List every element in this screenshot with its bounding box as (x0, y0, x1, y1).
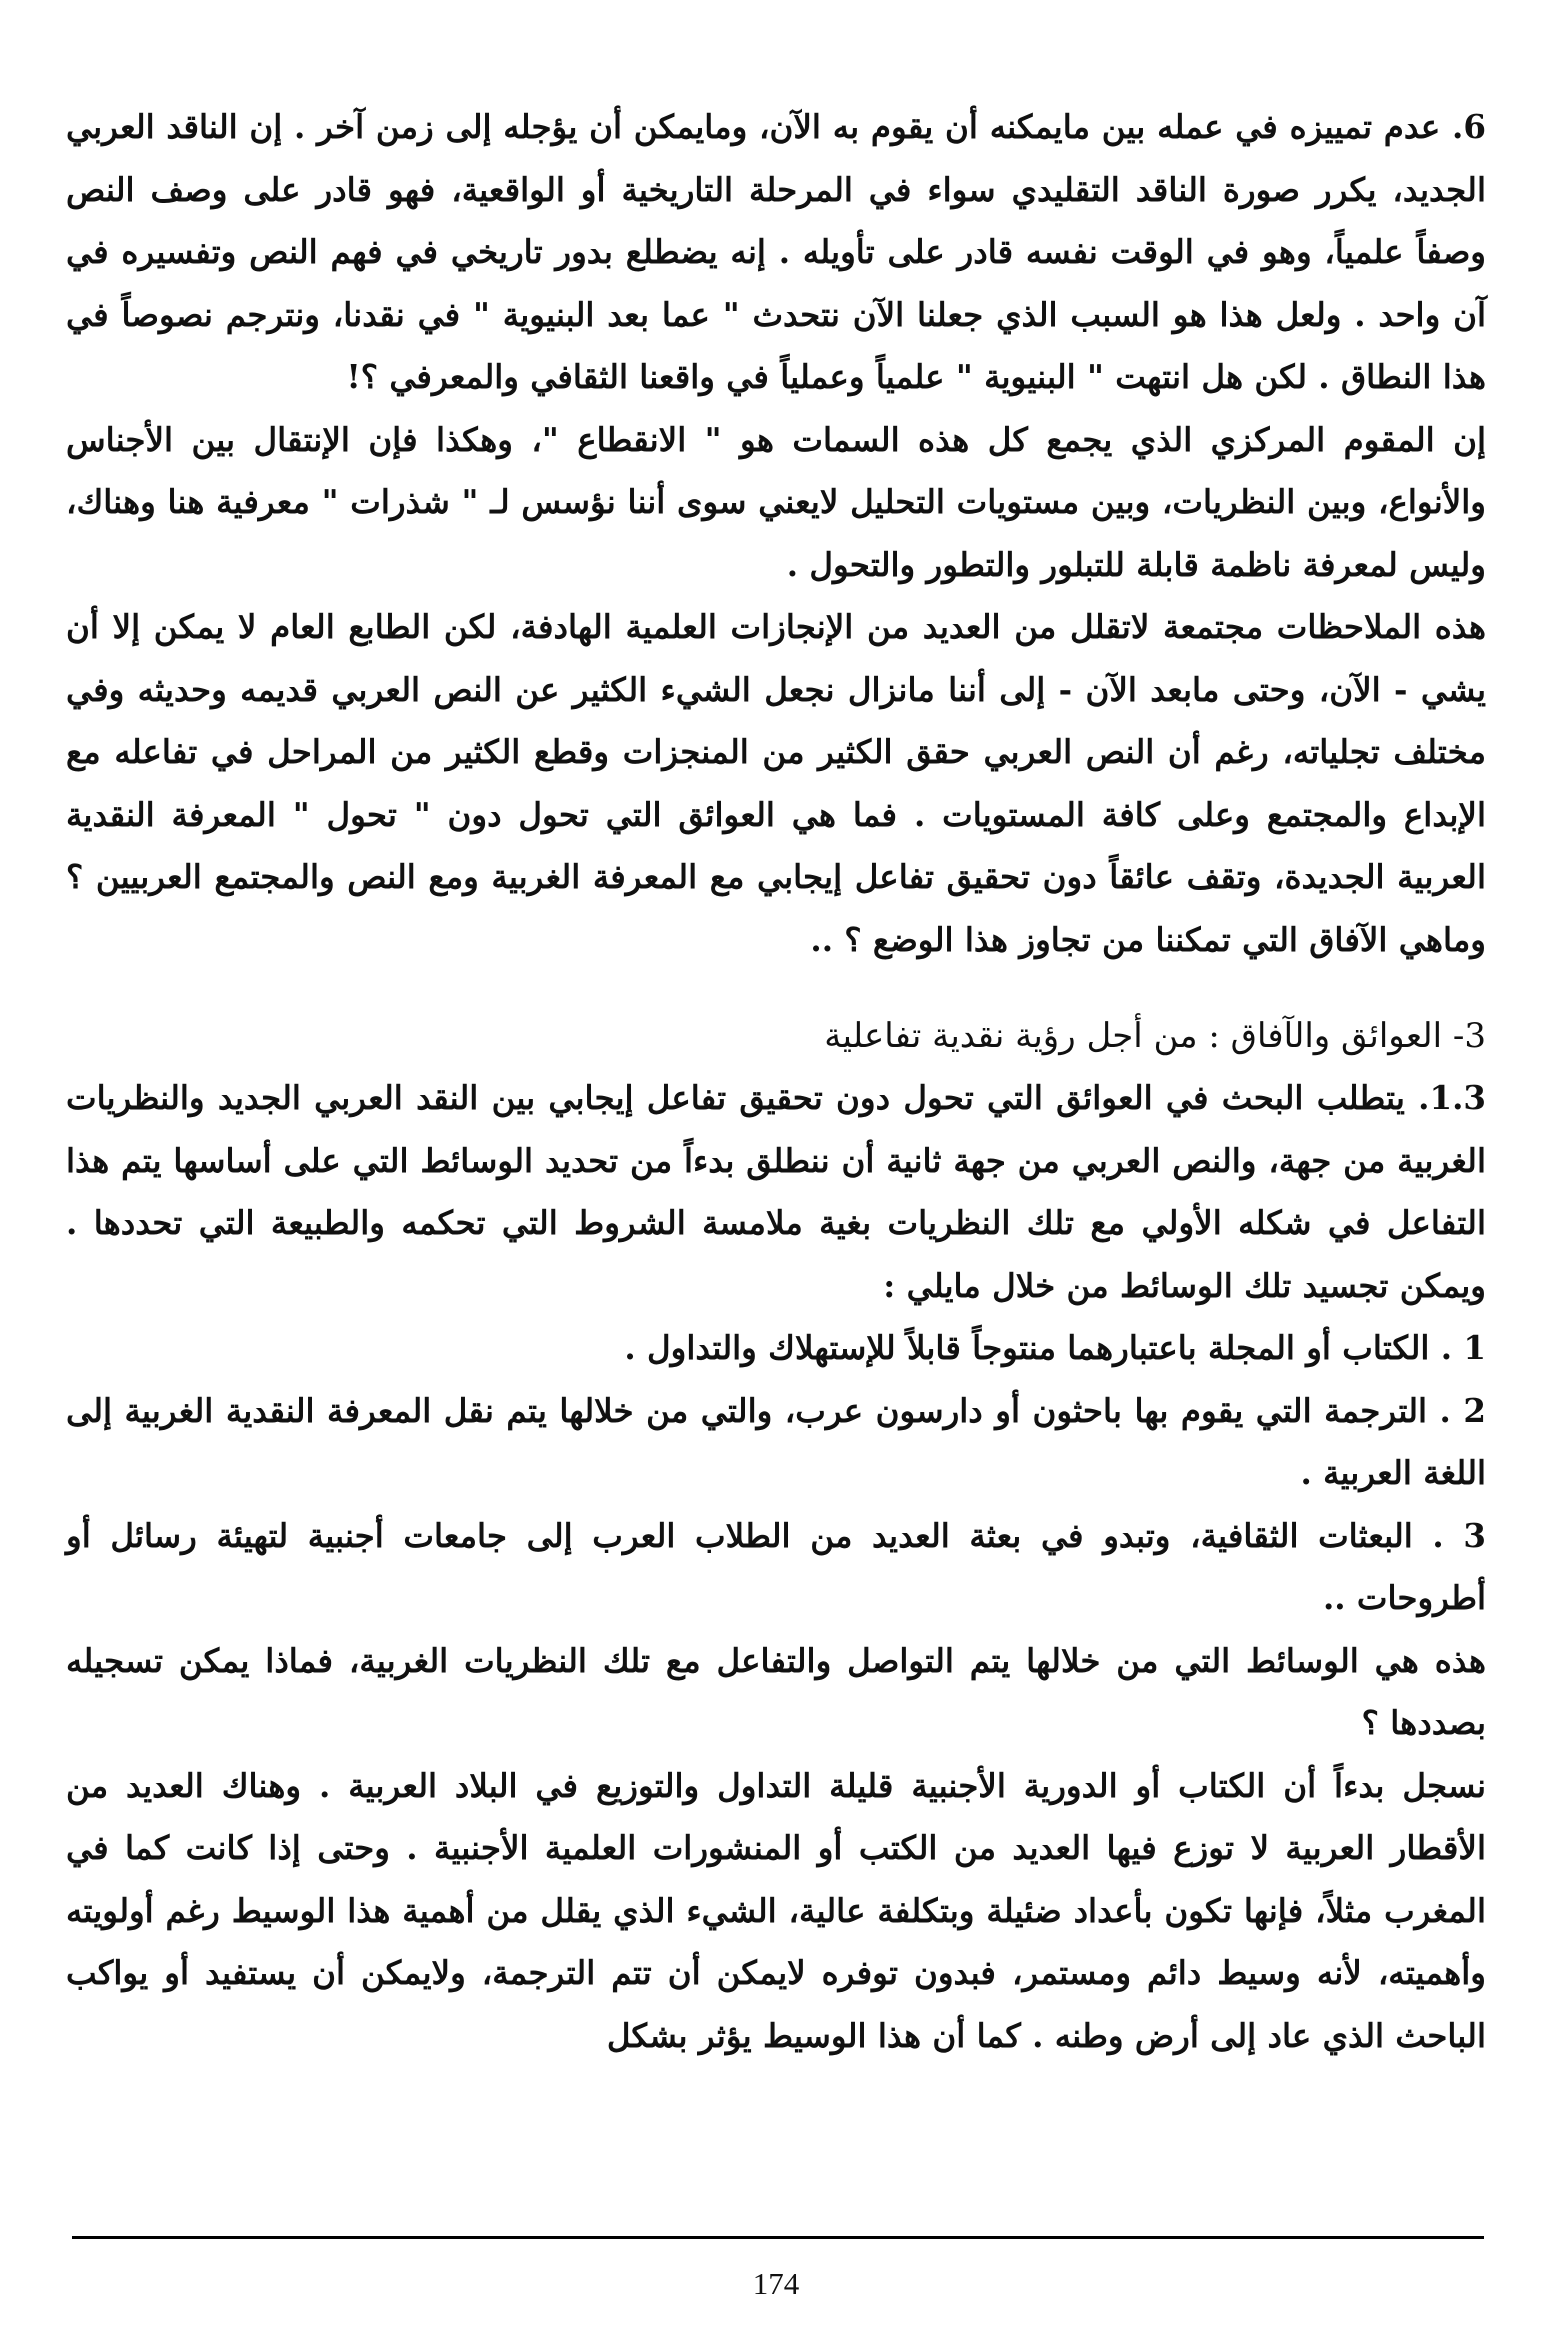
paragraph-3-1: 1.3. يتطلب البحث في العوائق التي تحول دون تحقيق تفاعل إيجابي بين النقد العربي الجديد والنظريات الغربية من جهة، والنص العربي من جهة ثانية أن ننطلق بدءاً من تحديد الوسائط التي على أساسها يتم هذا التفاعل في شكله الأولي مع تلك النظريات بغية ملامسة الشروط التي تحكمه والطبيعة التي تحددها . ويمكن تجسيد تلك الوسائط من خلال مايلي : (66, 1078, 1486, 1305)
list-item-1: 1 . الكتاب أو المجلة باعتبارهما منتوجاً قابلاً للإستهلاك والتداول . (624, 1328, 1486, 1367)
footer-divider (72, 2236, 1484, 2239)
section-heading: 3- العوائق والآفاق : من أجل رؤية نقدية تفاعلية (824, 1016, 1486, 1056)
list-item-3: 3 . البعثات الثقافية، وتبدو في بعثة العديد من الطلاب العرب إلى جامعات أجنبية لتهيئة رسائل أو أطروحات .. (66, 1515, 1486, 1617)
page-number: 174 (752, 2266, 800, 2301)
body-text (66, 96, 1486, 2067)
paragraph-media-question: هذه هي الوسائط التي من خلالها يتم التواصل والتفاعل مع تلك النظريات الغربية، فماذا يمكن تسجيله بصددها ؟ (66, 1640, 1486, 1742)
list-item-2: 2 . الترجمة التي يقوم بها باحثون أو دارسون عرب، والتي من خلالها يتم نقل المعرفة النقدية الغربية إلى اللغة العربية . (66, 1390, 1486, 1492)
paragraph-observations: هذه الملاحظات مجتمعة لاتقلل من العديد من الإنجازات العلمية الهادفة، لكن الطابع العام لا يمكن إلا أن يشي - الآن، وحتى مابعد الآن - إلى أننا مانزال نجعل الشيء الكثير عن النص العربي قديمه وحديثه وفي مختلف تجلياته، رغم أن النص العربي حقق الكثير من المنجزات وقطع الكثير من المراحل في تفاعله مع الإبداع والمجتمع وعلى كافة المستويات . فما هي العوائق التي تحول دون " تحول " المعرفة النقدية العربية الجديدة، وتقف عائقاً دون تحقيق تفاعل إيجابي مع المعرفة الغربية ومع النص والمجتمع العربيين ؟ وماهي الآفاق التي تمكننا من تجاوز هذا الوضع ؟ .. (66, 607, 1486, 959)
paragraph-rupture: إن المقوم المركزي الذي يجمع كل هذه السمات هو " الانقطاع "، وهكذا فإن الإنتقال بين الأجناس والأنواع، وبين النظريات، وبين مستويات التحليل لايعني سوى أننا نؤسس لـ " شذرات " معرفية هنا وهناك، وليس لمعرفة ناظمة قابلة للتبلور والتطور والتحول . (66, 419, 1486, 584)
paragraph-books-distribution: نسجل بدءاً أن الكتاب أو الدورية الأجنبية قليلة التداول والتوزيع في البلاد العربية . وهناك العديد من الأقطار العربية لا توزع فيها العديد من الكتب أو المنشورات العلمية الأجنبية . وحتى إذا كانت كما في المغرب مثلاً، فإنها تكون بأعداد ضئيلة وبتكلفة عالية، الشيء الذي يقلل من أهمية هذا الوسيط رغم أولويته وأهميته، لأنه وسيط دائم ومستمر، فبدون توفره لايمكن أن تتم الترجمة، ولايمكن أن يستفيد أو يواكب الباحث الذي عاد إلى أرض وطنه . كما أن هذا الوسيط يؤثر بشكل (66, 1765, 1486, 2055)
paragraph-point-6: 6. عدم تمييزه في عمله بين مايمكنه أن يقوم به الآن، ومايمكن أن يؤجله إلى زمن آخر . إن الناقد العربي الجديد، يكرر صورة الناقد التقليدي سواء في المرحلة التاريخية أو الواقعية، فهو قادر على وصف النص وصفاً علمياً، وهو في الوقت نفسه قادر على تأويله . إنه يضطلع بدور تاريخي في فهم النص وتفسيره في آن واحد . ولعل هذا هو السبب الذي جعلنا الآن نتحدث " عما بعد البنيوية " في نقدنا، ونترجم نصوصاً في هذا النطاق . لكن هل انتهت " البنيوية " علمياً وعملياً في واقعنا الثقافي والمعرفي ؟! (66, 107, 1486, 396)
